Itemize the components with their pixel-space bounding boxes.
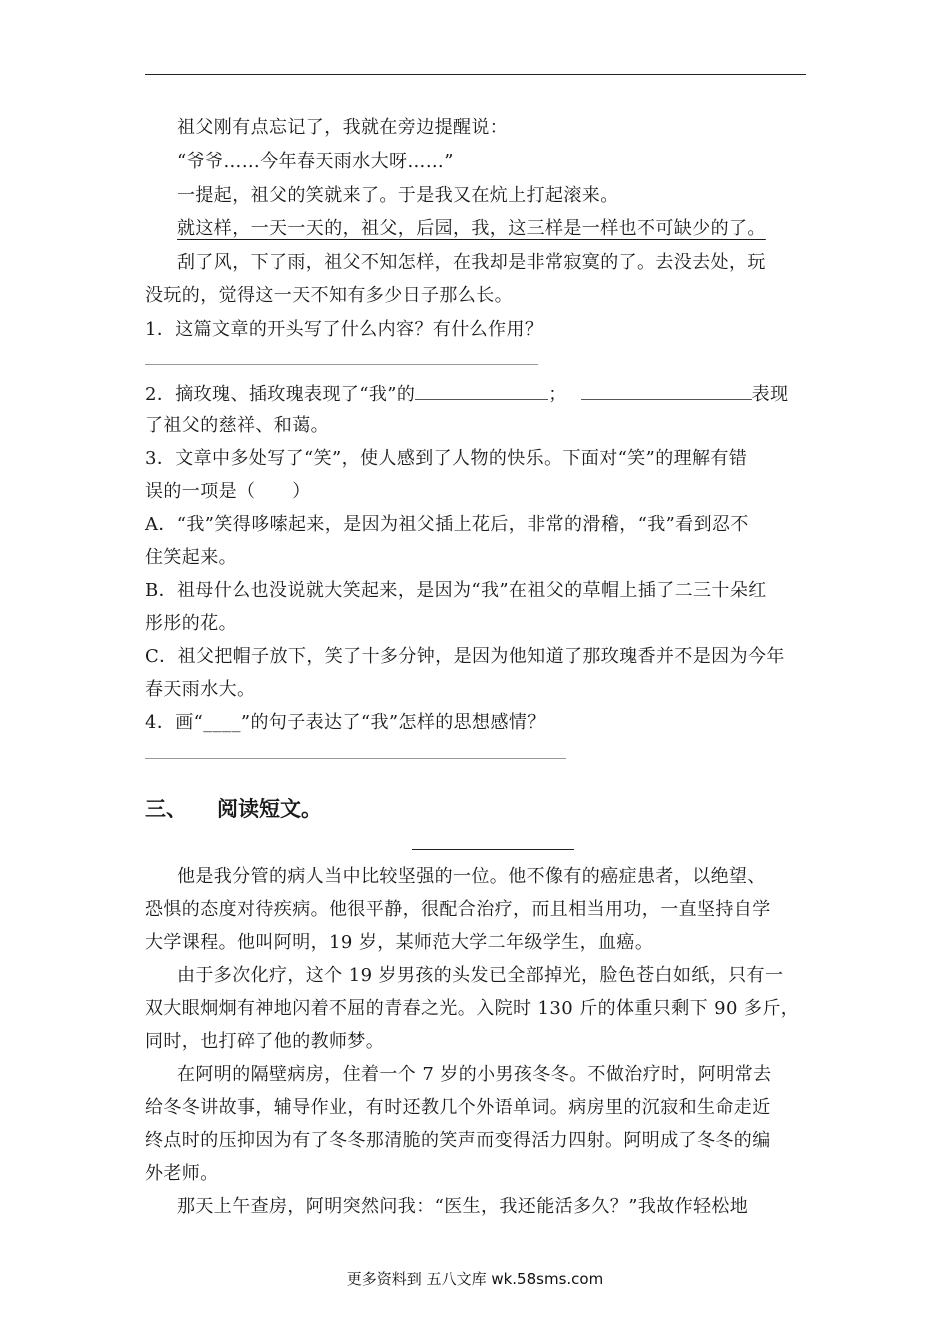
section-title: 阅读短文。 xyxy=(217,797,322,821)
question-2-separator: ； xyxy=(548,384,567,405)
passage-line: 同时，也打碎了他的教师梦。 xyxy=(145,1031,385,1052)
story-paragraph: “爷爷……今年春天雨水大呀……” xyxy=(177,151,454,172)
passage-line: 终点时的压抑因为有了冬冬那清脆的笑声而变得活力四射。阿明成了冬冬的编 xyxy=(145,1130,771,1151)
answer-blank-2a[interactable] xyxy=(415,381,548,400)
question-4: 4．画“____”的句子表达了“我”怎样的思想感情？ xyxy=(145,712,546,733)
story-paragraph: 刮了风，下了雨，祖父不知怎样，在我却是非常寂寞的了。去没去处，玩 xyxy=(177,252,766,273)
answer-line-1[interactable] xyxy=(145,364,538,365)
option-b-line-2: 彤彤的花。 xyxy=(145,613,237,634)
passage-line: 给冬冬讲故事，辅导作业，有时还教几个外语单词。病房里的沉寂和生命走近 xyxy=(145,1097,771,1118)
passage-line: 双大眼炯炯有神地闪着不屈的青春之光。入院时 130 斤的体重只剩下 90 多斤， xyxy=(145,998,800,1019)
story-paragraph: 祖父刚有点忘记了，我就在旁边提醒说： xyxy=(177,117,509,138)
passage-line: 外老师。 xyxy=(145,1163,219,1184)
option-b[interactable]: B．祖母什么也没说就大笑起来，是因为“我”在祖父的草帽上插了二三十朵红 xyxy=(145,580,767,601)
question-2-suffix: 表现 xyxy=(751,384,789,405)
option-c-line-2: 春天雨水大。 xyxy=(145,679,256,700)
passage-paragraph: 他是我分管的病人当中比较坚强的一位。他不像有的癌症患者，以绝望、 xyxy=(177,866,766,887)
question-2 xyxy=(145,381,788,407)
header-rule xyxy=(145,74,806,75)
answer-line-4[interactable] xyxy=(145,758,566,759)
footer-link[interactable]: 更多资料到 五八文库 wk.58sms.com xyxy=(346,1270,604,1288)
section-number: 三、 xyxy=(145,797,187,821)
option-a[interactable]: A．“我”笑得哆嗦起来，是因为祖父插上花后，非常的滑稽，“我”看到忍不 xyxy=(145,514,749,535)
story-paragraph: 没玩的，觉得这一天不知有多少日子那么长。 xyxy=(145,285,513,306)
question-3: 3．文章中多处写了“笑”，使人感到了人物的快乐。下面对“笑”的理解有错 xyxy=(145,448,748,469)
option-a-line-2: 住笑起来。 xyxy=(145,547,237,568)
passage-line: 大学课程。他叫阿明，19 岁，某师范大学二年级学生，血癌。 xyxy=(145,932,654,953)
question-1: 1．这篇文章的开头写了什么内容？有什么作用？ xyxy=(145,319,544,340)
passage-line: 恐惧的态度对待疾病。他很平静，很配合治疗，而且相当用功，一直坚持自学 xyxy=(145,899,771,920)
question-2-line-2: 了祖父的慈祥、和蔼。 xyxy=(145,415,329,436)
passage-title-blank[interactable] xyxy=(412,849,574,850)
passage-paragraph: 由于多次化疗，这个 19 岁男孩的头发已全部掉光，脸色苍白如纸，只有一 xyxy=(177,965,784,986)
question-2-text: 2．摘玫瑰、插玫瑰表现了“我”的 xyxy=(145,384,416,405)
story-paragraph: 一提起，祖父的笑就来了。于是我又在炕上打起滚来。 xyxy=(177,185,619,206)
answer-blank-2b[interactable] xyxy=(581,381,752,400)
passage-paragraph: 那天上午查房，阿明突然问我：“医生，我还能活多久？”我故作轻松地 xyxy=(177,1196,749,1217)
question-3-line-2: 误的一项是（ ） xyxy=(145,481,311,502)
option-c[interactable]: C．祖父把帽子放下，笑了十多分钟，是因为他知道了那玫瑰香并不是因为今年 xyxy=(145,646,785,667)
section-heading xyxy=(145,793,322,823)
passage-paragraph: 在阿明的隔壁病房，住着一个 7 岁的小男孩冬冬。不做治疗时，阿明常去 xyxy=(177,1064,772,1085)
underlined-sentence: 就这样，一天一天的，祖父，后园，我，这三样是一样也不可缺少的了。 xyxy=(177,218,766,239)
